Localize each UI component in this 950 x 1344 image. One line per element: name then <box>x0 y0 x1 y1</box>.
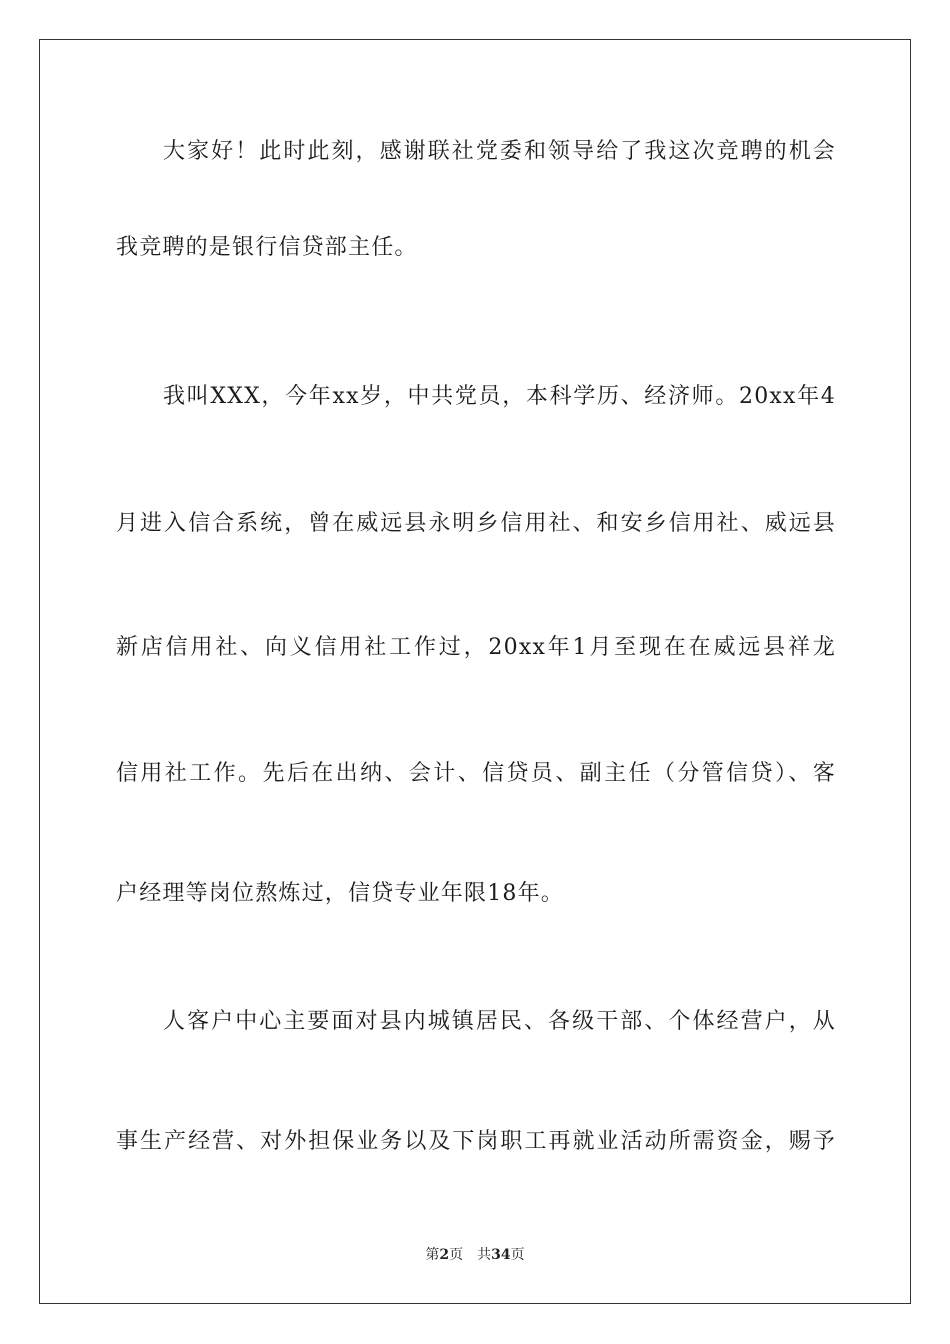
page-border <box>39 39 911 1304</box>
paragraph-line-4: 月进入信合系统，曾在威远县永明乡信用社、和安乡信用社、威远县 <box>116 511 836 536</box>
footer-page-prefix: 第 <box>425 1247 440 1263</box>
paragraph-line-6: 信用社工作。先后在出纳、会计、信贷员、副主任（分管信贷）、客 <box>116 761 836 786</box>
footer-total-suffix: 页 <box>510 1247 525 1263</box>
paragraph-line-3: 我叫XXX，今年xx岁，中共党员，本科学历、经济师。20xx年4 <box>163 384 836 409</box>
paragraph-line-1: 大家好！此时此刻，感谢联社党委和领导给了我这次竞聘的机会 <box>163 139 836 164</box>
paragraph-line-8: 人客户中心主要面对县内城镇居民、各级干部、个体经营户，从 <box>163 1009 836 1034</box>
paragraph-line-9: 事生产经营、对外担保业务以及下岗职工再就业活动所需资金，赐予 <box>116 1129 836 1154</box>
page-footer <box>0 1245 950 1265</box>
paragraph-line-5: 新店信用社、向义信用社工作过，20xx年1月至现在在威远县祥龙 <box>116 635 836 660</box>
footer-page-number: 2 <box>439 1247 450 1263</box>
paragraph-line-7: 户经理等岗位熬炼过，信贷专业年限18年。 <box>116 881 564 906</box>
footer-total-pages: 34 <box>491 1247 511 1263</box>
footer-total-prefix: 共 <box>477 1247 492 1263</box>
paragraph-line-2: 我竞聘的是银行信贷部主任。 <box>116 235 418 260</box>
footer-page-suffix: 页 <box>449 1247 464 1263</box>
